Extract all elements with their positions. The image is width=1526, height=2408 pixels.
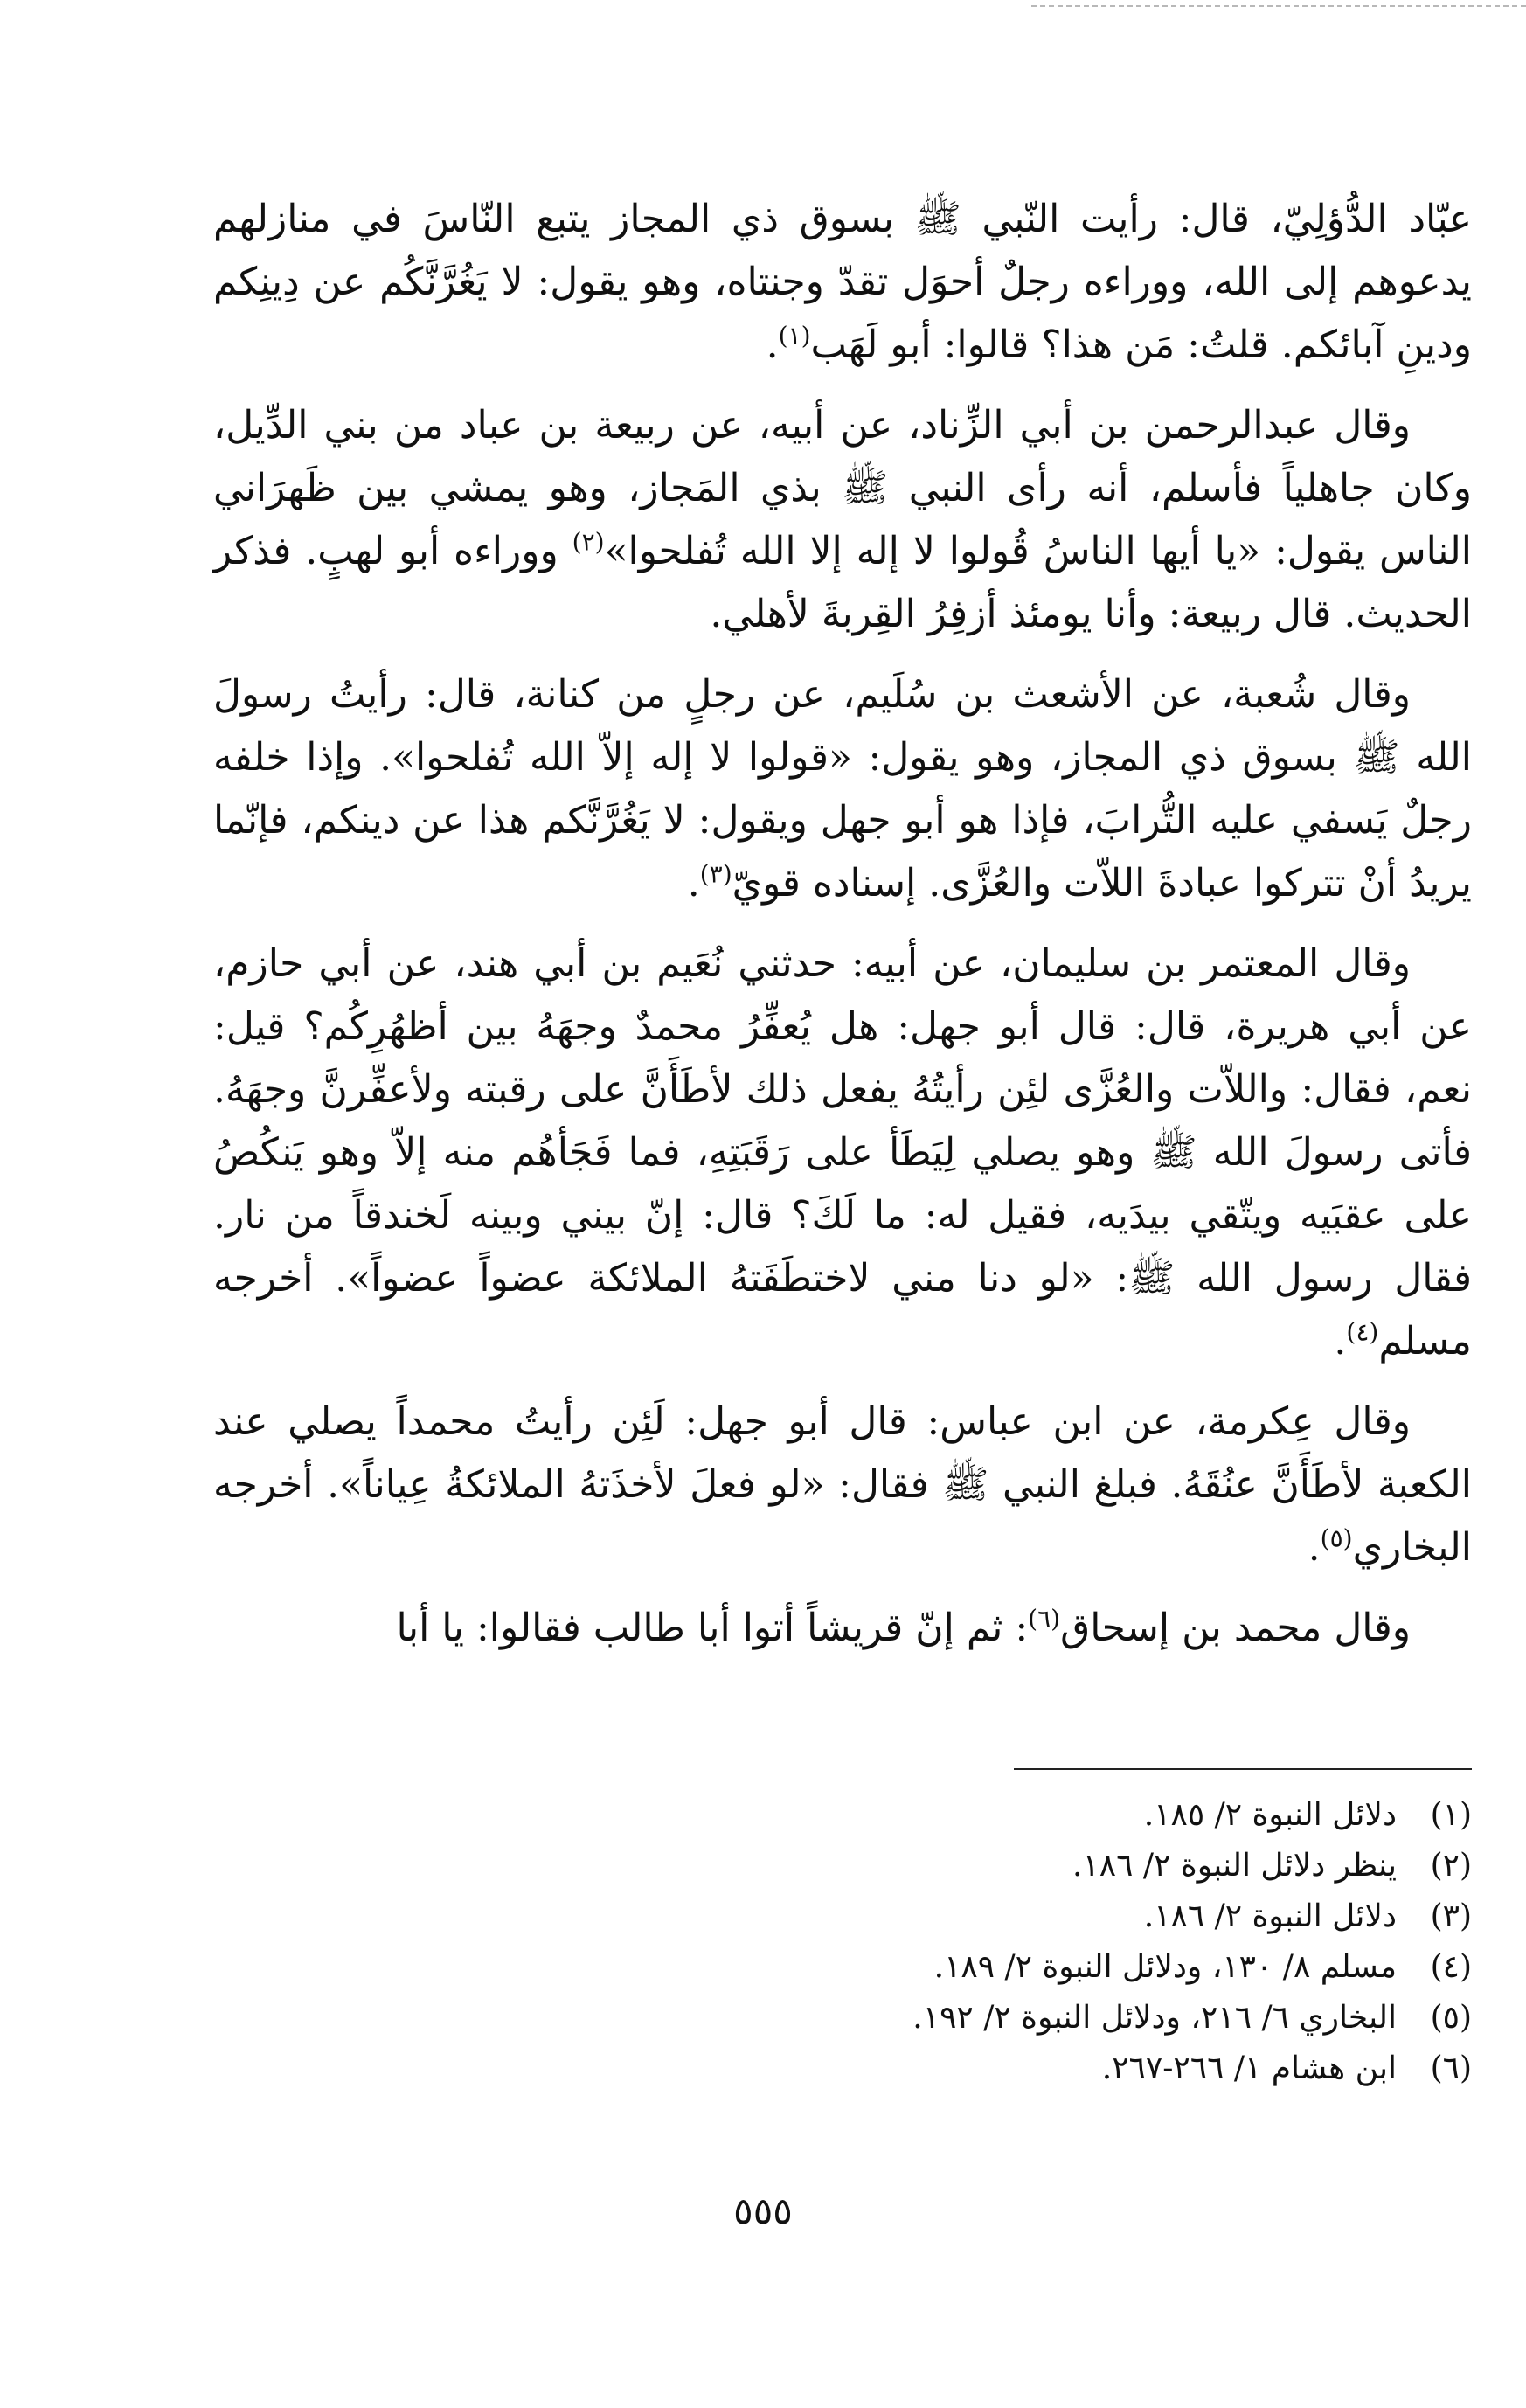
text-segment: : ثم إنّ قريشاً أتوا أبا طالب فقالوا: يا أبا: [396, 1606, 1029, 1650]
text-segment: .: [1308, 1525, 1321, 1570]
footnote-text: مسلم ٨/ ١٣٠، ودلائل النبوة ٢/ ١٨٩.: [933, 1949, 1397, 1985]
footnote-number: (٢): [1430, 1848, 1472, 1884]
footnote-number: (١): [1430, 1797, 1472, 1833]
footnote-item: [336, 1790, 1472, 1841]
text-segment: عبّاد الدُّؤلِيّ، قال: رأيت النّبي ﷺ بسوق ذي المجاز يتبع النّاسَ في منازلهم يدعوهم إلى الله، ووراءه رجلٌ أحوَل تقدّ وجنتاه، وهو يقول: لا يَغُرَّنَّكُم عن دِينِكم ودينِ آبائكم. قلتُ: مَن هذا؟ قالوا: أبو لَهَب: [213, 197, 1472, 367]
text-segment: .: [1334, 1319, 1347, 1364]
paragraph: [213, 188, 1472, 377]
text-segment: .: [766, 323, 779, 367]
text-segment: وقال محمد بن إسحاق: [1060, 1606, 1411, 1650]
footnote-text: دلائل النبوة ٢/ ١٨٥.: [1143, 1797, 1397, 1833]
paragraph: [213, 1597, 1472, 1660]
footnote-number: (٥): [1430, 2000, 1472, 2036]
footnote-number: (٣): [1430, 1898, 1472, 1934]
footnote-item: [336, 1891, 1472, 1942]
footnote-ref[interactable]: (٤): [1346, 1317, 1379, 1347]
text-segment: .: [687, 861, 700, 906]
paragraph: [213, 394, 1472, 646]
main-text: [213, 188, 1472, 1677]
footnote-divider: [1014, 1768, 1472, 1770]
text-segment: وقال عِكرمة، عن ابن عباس: قال أبو جهل: لَئِن رأيتُ محمداً يصلي عند الكعبة لأطَأَنَّ عنُقَهُ. فبلغ النبي ﷺ فقال: «لو فعلَ لأخذَتهُ الملائكةُ عِياناً». أخرجه البخاري: [213, 1399, 1472, 1570]
footnote-text: ينظر دلائل النبوة ٢/ ١٨٦.: [1072, 1848, 1397, 1884]
footnote-item: [336, 2044, 1472, 2094]
footnote-text: البخاري ٦/ ٢١٦، ودلائل النبوة ٢/ ١٩٢.: [912, 2000, 1397, 2036]
page-number: ٥٥٥: [733, 2189, 793, 2232]
footnote-item: [336, 1993, 1472, 2044]
text-segment: ووراءه أبو لهبٍ. فذكر الحديث. قال ربيعة: وأنا يومئذ أزفِرُ القِربةَ لأهلي.: [213, 529, 1472, 636]
footnote-ref[interactable]: (٦): [1028, 1604, 1061, 1634]
footnote-number: (٤): [1430, 1949, 1472, 1985]
text-segment: وقال عبدالرحمن بن أبي الزِّناد، عن أبيه، عن ربيعة بن عباد من بني الدِّيل، وكان جاهلياً فأسلم، أنه رأى النبي ﷺ بذي المَجاز، وهو يمشي بين ظَهرَاني الناس يقول: «يا أيها الناسُ قُولوا لا إله إلا الله تُفلحوا»: [213, 403, 1472, 573]
paragraph: [213, 663, 1472, 915]
footnotes-list: [336, 1790, 1472, 2094]
footnote-text: دلائل النبوة ٢/ ١٨٦.: [1143, 1898, 1397, 1934]
footnote-ref[interactable]: (٣): [699, 859, 732, 889]
paragraph: [213, 1391, 1472, 1579]
footnote-ref[interactable]: (٥): [1320, 1523, 1353, 1553]
footnote-text: ابن هشام ١/ ٢٦٦-٢٦٧.: [1101, 2051, 1397, 2086]
footnote-ref[interactable]: (١): [778, 321, 811, 350]
scan-edge-line: [1031, 5, 1526, 7]
footnote-item: [336, 1942, 1472, 1993]
text-segment: وقال المعتمر بن سليمان، عن أبيه: حدثني نُعَيم بن أبي هند، عن أبي حازم، عن أبي هريرة، قال: قال أبو جهل: هل يُعفِّرُ محمدٌ وجهَهُ بين أظهُرِكُم؟ قيل: نعم، فقال: واللاّت والعُزَّى لئِن رأيتُهُ يفعل ذلك لأطَأَنَّ على رقبته ولأعفِّرنَّ وجهَهُ. فأتى رسولَ الله ﷺ وهو يصلي لِيَطَأ على رَقَبَتِهِ، فما فَجَأهُم منه إلاّ وهو يَنكُصُ على عقبَيه ويتّقي بيدَيه، فقيل له: ما لَكَ؟ قال: إنّ بيني وبينه لَخندقاً من نار. فقال رسول الله ﷺ: «لو دنا مني لاختطَفَتهُ الملائكة عضواً عضواً». أخرجه مسلم: [213, 941, 1472, 1364]
text-segment: وقال شُعبة، عن الأشعث بن سُلَيم، عن رجلٍ من كنانة، قال: رأيتُ رسولَ الله ﷺ بسوق ذي المجاز، وهو يقول: «قولوا لا إله إلاّ الله تُفلحوا». وإذا خلفه رجلٌ يَسفي عليه التُّرابَ، فإذا هو أبو جهل ويقول: لا يَغُرَّنَّكم هذا عن دينكم، فإنّما يريدُ أنْ تتركوا عبادةَ اللاّت والعُزَّى. إسناده قويّ: [213, 672, 1472, 906]
paragraph: [213, 933, 1472, 1373]
footnote-number: (٦): [1430, 2051, 1472, 2086]
footnote-ref[interactable]: (٢): [572, 527, 605, 557]
footnote-item: [336, 1841, 1472, 1891]
